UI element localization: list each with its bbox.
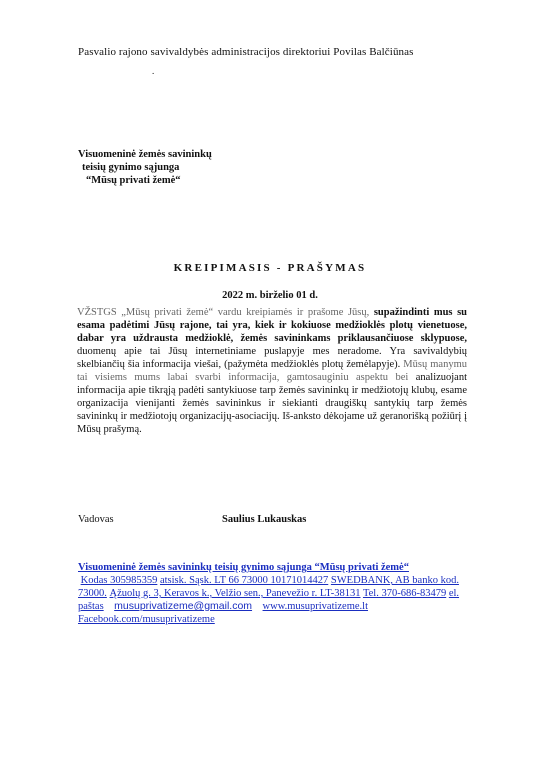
- footer-org-title: Visuomeninė žemės savininkų teisių gynimo sąjunga “Mūsų privati žemė“: [78, 562, 409, 573]
- footer-email-label: el. paštas: [78, 588, 460, 612]
- stray-mark: .: [152, 66, 155, 76]
- footer-email-link[interactable]: musuprivatizeme@gmail.com: [114, 600, 253, 612]
- signature-name: Saulius Lukauskas: [222, 514, 307, 525]
- recipient-line: Pasvalio rajono savivaldybės administracijos direktoriui Povilas Balčiūnas: [78, 46, 414, 58]
- letterhead-footer: [78, 561, 473, 626]
- body-info: duomenų apie tai Jūsų internetiniame puslapyje mes neradome. Yra savivaldybių skelbiančių šia informacija viešai, (pažymėta medžioklės plotų žemėlapyje).: [77, 346, 467, 370]
- footer-address: Ąžuolų g. 3, Keravos k., Velžio sen., Panevežio r. LT-38131: [109, 588, 361, 599]
- footer-facebook-link[interactable]: Facebook.com/musuprivatizeme: [78, 614, 215, 625]
- signature-role: Vadovas: [78, 514, 114, 525]
- footer-phone: Tel. 370-686-83479: [362, 588, 447, 599]
- body-faded-line: Mūsų manymu tai visiems mums labai svarbi informacija, gamtosauginiu aspektu bei: [77, 359, 467, 383]
- document-title: KREIPIMASIS - PRAŠYMAS: [173, 262, 367, 274]
- footer-details: [78, 574, 473, 613]
- sender-organization: [78, 148, 212, 187]
- org-name-line-2: teisių gynimo sąjunga: [82, 162, 180, 173]
- document-date: 2022 m. birželio 01 d.: [222, 290, 318, 301]
- footer-bank-account: atsisk. Sąsk. LT 66 73000 10171014427: [159, 575, 329, 586]
- footer-company-code: Kodas 305985359: [80, 575, 158, 586]
- body-intro: VŽSTGS „Mūsų privati žemė“ vardu kreipiamės ir prašome Jūsų,: [77, 307, 370, 318]
- org-name-line-1: Visuomeninė žemės savininkų: [78, 149, 212, 160]
- footer-website-link[interactable]: www.musuprivatizeme.lt: [262, 601, 369, 612]
- letter-body: [77, 306, 467, 436]
- body-request: supažindinti mus su esama padėtimi Jūsų rajone, tai yra, kiek ir kokiuose medžioklės plotų vienetuose, dabar yra uždrausta medžioklė, žemės savininkams priklausančiuose sklypuose,: [77, 307, 467, 344]
- footer-bank: SWEDBANK, AB banko kod. 73000.: [78, 575, 459, 599]
- body-closing: analizuojant informacija apie tikrąją padėti santykiuose tarp žemės savininkų ir medžiotojų klubų, esame organizacija vienijanti žemės savininkus ir siekianti draugiškų santykių tarp žemės savininkų ir medžiotojų organizacijų-asociacijų. Iš-anksto dėkojame už geranorišką požiūrį į Mūsų prašymą.: [77, 372, 468, 435]
- org-name-line-3: “Mūsų privati žemė“: [86, 175, 181, 186]
